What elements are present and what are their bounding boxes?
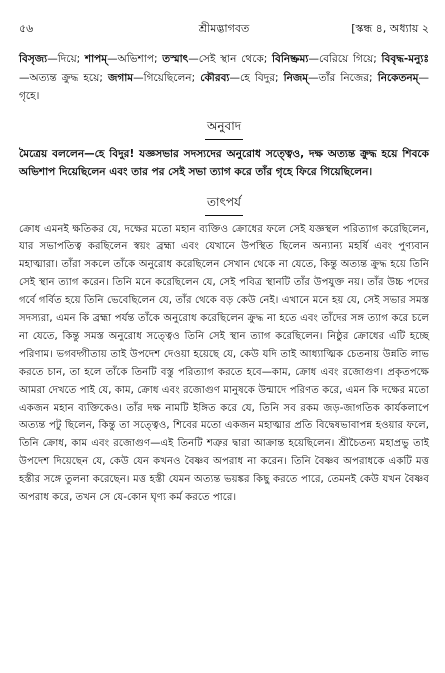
word: জগাম <box>107 71 134 84</box>
word-meaning: দিয়ে; <box>57 53 85 65</box>
word: শাপম্ <box>84 53 108 65</box>
word: বিসৃজ্য <box>19 53 48 65</box>
word-meaning: হে বিদুর; <box>239 71 284 84</box>
word: বিনিষ্ক্রম্য <box>272 53 309 65</box>
word-meaning: গৃহে। <box>19 90 40 102</box>
word: নিকেতনম্ <box>377 71 419 84</box>
word-meaning: সেই স্থান থেকে; <box>198 53 273 65</box>
page <box>19 20 429 507</box>
word-meaning: বেরিয়ে গিয়ে; <box>318 53 382 65</box>
word-meaning: অত্যন্ত ক্রুদ্ধ হয়ে; <box>29 71 108 84</box>
translation-heading-text: অনুবাদ <box>205 118 243 140</box>
page-header <box>19 20 429 38</box>
word: নিজম্ <box>283 71 309 84</box>
word: তস্মাৎ <box>162 53 189 65</box>
translation-text: মৈত্রেয় বললেন—হে বিদুর! যজ্ঞসভার সদস্যদের অনুরোধ সত্ত্বেও, দক্ষ অত্যন্ত ক্রুদ্ধ হয়ে শিবকে অভিশাপ দিয়েছিলেন এবং তার পর সেই সভা ত্যাগ করে তাঁর গৃহে ফিরে গিয়েছিলেন। <box>19 147 429 178</box>
page-number: ৫৬ <box>19 22 34 35</box>
section-reference: [স্কন্ধ ৪, অধ্যায় ২ <box>351 22 429 35</box>
purport-text: ক্রোধ এমনই ক্ষতিকর যে, দক্ষের মতো মহান ব্যক্তিও ক্রোধের ফলে সেই যজ্ঞস্থল পরিত্যাগ করেছিলেন, যার সভাপতিত্ব করছিলেন স্বয়ং ব্রহ্মা এবং যেখানে উপস্থিত ছিলেন অন্যান্য মহর্ষি এবং পুণ্যবান মহাত্মারা। তাঁরা সকলে তাঁকে অনুরোধ করেছিলেন সেখান থেকে না যেতে, কিন্তু অত্যন্ত ক্রুদ্ধ হয়ে তিনি সেই স্থান ত্যাগ করেন। তিনি মনে করেছিলেন যে, সেই পবিত্র স্থানটি তাঁর উপযুক্ত নয়। তাঁর উচ্চ পদের গর্বে গর্বিত হয়ে তিনি ভেবেছিলেন যে, তাঁর থেকে বড় কেউ নেই। এখানে মনে হয় যে, সেই সভার সমস্ত সদস্যরা, এমন কি ব্রহ্মা পর্যন্ত তাঁকে অনুরোধ করেছিলেন ক্রুদ্ধ না হতে এবং তাঁদের সঙ্গ ত্যাগ করে চলে না যেতে, কিন্তু সমস্ত অনুরোধ সত্ত্বেও তিনি সেই স্থান ত্যাগ করেছিলেন। নিষ্ঠুর ক্রোধের এটি হচ্ছে পরিণাম। ভগবদ্গীতায় তাই উপদেশ দেওয়া হয়েছে যে, কেউ যদি তাই আধ্যাত্মিক চেতনায় উন্নতি লাভ করতে চান, তা হলে তাঁকে তিনটি বস্তু পরিত্যাগ করতে হবে—কাম, ক্রোধ এবং রজোগুণ। প্রকৃতপক্ষে আমরা দেখতে পাই যে, কাম, ক্রোধ এবং রজোগুণ মানুষকে উন্মাদে পরিণত করে, এমন কি দক্ষের মতো একজন মহান ব্যক্তিকেও। তাঁর দক্ষ নামটি ইঙ্গিত করে যে, তিনি সব রকম জড়-জাগতিক কার্যকলাপে অত্যন্ত পটু ছিলেন, কিন্তু তা সত্ত্বেও, শিবের মতো একজন মহাত্মার প্রতি বিদ্বেষভাবাপন্ন হওয়ার ফলে, তিনি ক্রোধ, কাম এবং রজোগুণ—এই তিনটি শত্রুর দ্বারা আক্রান্ত হয়েছিলেন। শ্রীচৈতন্য মহাপ্রভু তাই উপদেশ দিয়েছেন যে, কেউ যেন কখনও বৈষ্ণব অপরাধ না করেন। তিনি বৈষ্ণব অপরাধকে একটি মত্ত হস্তীর সঙ্গে তুলনা করেছেন। মত্ত হস্তী যেমন অত্যন্ত ভয়ঙ্কর কিছু করতে পারে, তেমনই কেউ যখন বৈষ্ণব অপরাধ করে, তখন সে যে-কোন ঘৃণ্য কর্ম করতে পারে। <box>19 223 429 504</box>
book-title: শ্রীমদ্ভাগবত <box>198 22 250 35</box>
word-meaning: গিয়েছিলেন; <box>143 71 201 84</box>
translation-heading <box>19 118 429 140</box>
purport-heading-text: তাৎপর্য <box>205 194 243 216</box>
purport-heading <box>19 194 429 216</box>
word-meaning: অভিশাপ; <box>117 53 163 65</box>
word-meaning: তাঁর নিজের; <box>318 71 378 84</box>
word: বিবৃদ্ধ-মন্যুঃ <box>381 53 429 65</box>
word: কৌরব্য <box>200 71 230 84</box>
word-meanings: বিসৃজ্য—দিয়ে; শাপম্—অভিশাপ; তস্মাৎ—সেই স্থান থেকে; বিনিষ্ক্রম্য—বেরিয়ে গিয়ে; বিবৃদ্ধ-মন্যুঃ—অত্যন্ত ক্রুদ্ধ হয়ে; জগাম—গিয়েছিলেন; কৌরব্য—হে বিদুর; নিজম্—তাঁর নিজের; নিকেতনম্—গৃহে। <box>19 53 429 102</box>
